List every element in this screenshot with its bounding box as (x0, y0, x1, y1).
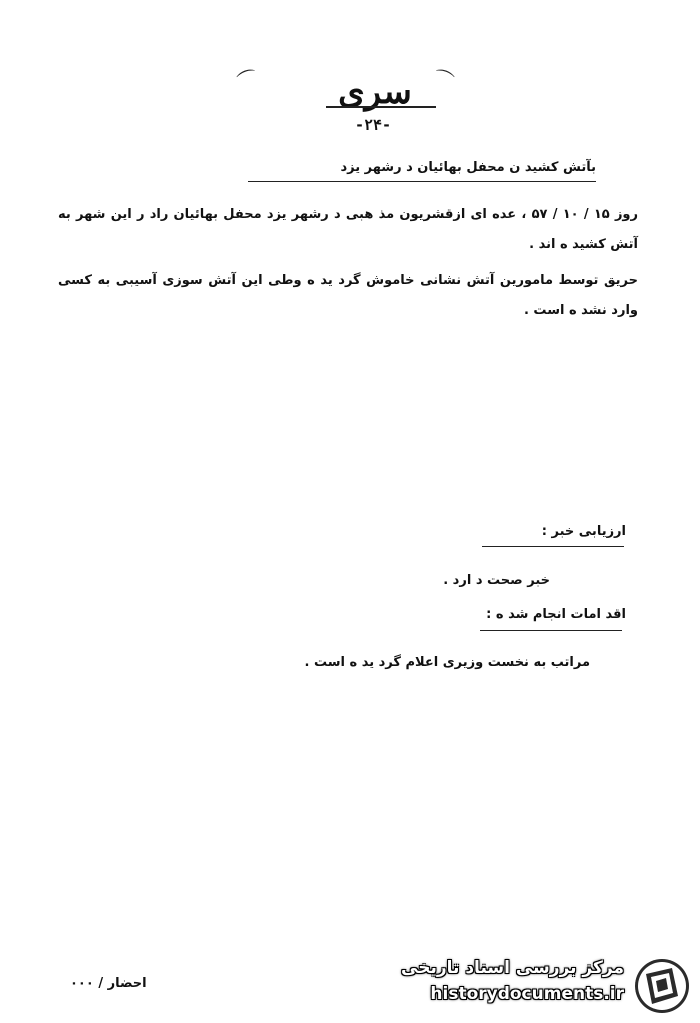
watermark-title: مرکز بررسی اسناد تاریخی (401, 958, 624, 978)
page-number: -۲۴- (354, 116, 392, 134)
actions-text: مراتب به نخست وزیری اعلام گرد ید ه است . (304, 655, 590, 670)
document-subject: بآتش کشید ن محفل بهائیان د رشهر یزد (340, 160, 596, 175)
archive-logo-icon (632, 956, 692, 1016)
report-paragraph: حریق توسط مامورین آتش نشانی خاموش گرد ید ه وطی این آتش سوزی آسیبی به کسی وارد نشد ه است . (58, 273, 638, 318)
corner-tick-mark: ⌒ (429, 65, 457, 95)
classification-underline (326, 106, 436, 108)
actions-heading: اقد امات انجام شد ه : (486, 607, 626, 622)
watermark (400, 952, 700, 1018)
report-paragraph: روز ۱۵ / ۱۰ / ۵۷ ، عده ای ازقشریون مذ هبی د رشهر یزد محفل بهائیان راد ر این شهر به آتش کشید ه اند . (58, 207, 638, 252)
assessment-text: خبر صحت د ارد . (443, 573, 550, 588)
footer-note: احضار / ۰۰۰ (70, 976, 147, 991)
subject-underline (248, 181, 596, 182)
corner-tick-mark: ⌒ (234, 65, 262, 95)
classification-stamp: سری (338, 72, 412, 112)
heading-underline (480, 630, 622, 631)
watermark-url: historydocuments.ir (430, 984, 624, 1004)
heading-underline (482, 546, 624, 547)
assessment-heading: ارزیابی خبر : (541, 524, 626, 539)
